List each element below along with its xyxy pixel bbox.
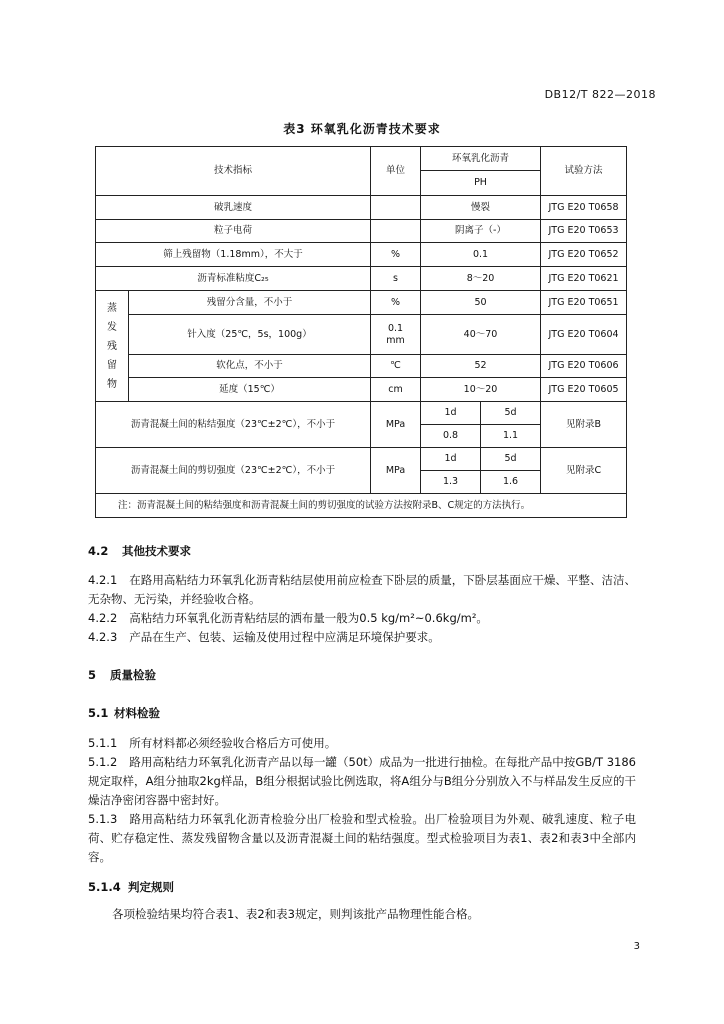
row-method: JTG E20 T0651	[541, 291, 627, 315]
section-5-1-4-heading	[88, 879, 174, 895]
row-unit: MPa	[371, 448, 421, 494]
row-value: 1.1	[481, 425, 541, 448]
clause-number: 5.1.2	[88, 755, 118, 769]
row-item: 残留分含量，不小于	[129, 291, 371, 315]
row-unit: %	[371, 291, 421, 315]
section-4-2-heading	[88, 543, 191, 559]
section-title: 判定规则	[128, 880, 174, 894]
group-label-char: 蒸	[107, 302, 117, 314]
row-value: 1.6	[481, 471, 541, 494]
row-unit-mm: mm	[386, 334, 405, 346]
row-day-label: 5d	[481, 448, 541, 471]
row-item: 延度（15℃）	[129, 378, 371, 402]
row-value: 8～20	[421, 267, 541, 291]
header-code: DB12/T 822—2018	[544, 88, 656, 101]
row-value: 0.1	[421, 243, 541, 267]
row-item: 针入度（25℃，5s，100g）	[129, 315, 371, 355]
row-value: 50	[421, 291, 541, 315]
paragraph-5-1-1	[88, 734, 636, 753]
row-unit-value: 0.1	[387, 322, 404, 334]
row-unit: MPa	[371, 402, 421, 448]
group-label-char: 留	[107, 359, 117, 371]
row-method: JTG E20 T0605	[541, 378, 627, 402]
spec-table	[95, 146, 627, 518]
header-item: 技术指标	[96, 147, 371, 196]
row-item: 筛上残留物（1.18mm），不大于	[96, 243, 371, 267]
table-note: 注：沥青混凝土间的粘结强度和沥青混凝土间的剪切强度的试验方法按附录B、C规定的方法执行。	[96, 494, 627, 518]
row-item: 沥青混凝土间的剪切强度（23℃±2℃），不小于	[96, 448, 371, 494]
row-method: JTG E20 T0606	[541, 355, 627, 378]
paragraph-4-2-1	[88, 571, 636, 609]
row-unit	[371, 196, 421, 220]
section-5-1-heading	[88, 705, 160, 721]
row-value: 40～70	[421, 315, 541, 355]
page-number: 3	[633, 941, 640, 952]
header-unit: 单位	[371, 147, 421, 196]
clause-text: 各项检验结果均符合表1、表2和表3规定，则判该批产品物理性能合格。	[112, 907, 479, 921]
clause-text: 所有材料都必须经验收合格后方可使用。	[129, 736, 337, 750]
row-day-label: 5d	[481, 402, 541, 425]
section-number: 4.2	[88, 544, 109, 558]
row-method: JTG E20 T0658	[541, 196, 627, 220]
row-unit: ℃	[371, 355, 421, 378]
clause-text: 高粘结力环氧乳化沥青粘结层的洒布量一般为0.5 kg/m²~0.6kg/m²。	[129, 611, 488, 625]
row-value: 10～20	[421, 378, 541, 402]
row-method: JTG E20 T0653	[541, 220, 627, 243]
clause-number: 4.2.2	[88, 611, 118, 625]
section-number: 5	[88, 668, 97, 682]
section-number: 5.1	[88, 706, 109, 720]
row-value: 1.3	[421, 471, 481, 494]
section-number: 5.1.4	[88, 880, 121, 894]
group-label-char: 物	[107, 378, 117, 390]
section-title: 材料检验	[114, 706, 160, 720]
group-label-char: 残	[107, 340, 117, 352]
row-method: JTG E20 T0604	[541, 315, 627, 355]
row-method: JTG E20 T0652	[541, 243, 627, 267]
header-spec-sub: PH	[421, 171, 541, 196]
row-unit	[371, 315, 421, 355]
header-spec: 环氧乳化沥青	[421, 147, 541, 171]
clause-number: 5.1.3	[88, 812, 118, 826]
group-label-char: 发	[107, 321, 117, 333]
clause-text: 路用高粘结力环氧乳化沥青产品以每一罐（50t）成品为一批进行抽检。在每批产品中按GB/T 3186规定取样，A组分抽取2kg样品，B组分根据试验比例选取，将A组分与B组分分别放入不与样品发生反应的干燥洁净密闭容器中密封好。	[88, 755, 636, 807]
paragraph-4-2-3	[88, 628, 636, 647]
row-method: JTG E20 T0621	[541, 267, 627, 291]
row-item: 沥青标准粘度C₂₅	[96, 267, 371, 291]
paragraph-4-2-2	[88, 609, 636, 628]
row-unit: %	[371, 243, 421, 267]
paragraph-5-1-4	[88, 905, 636, 924]
paragraph-5-1-3	[88, 810, 636, 867]
row-method: 见附录C	[541, 448, 627, 494]
row-unit	[371, 220, 421, 243]
paragraph-5-1-2	[88, 753, 636, 810]
clause-number: 4.2.3	[88, 630, 118, 644]
clause-text: 在路用高粘结力环氧乳化沥青粘结层使用前应检查下卧层的质量，下卧层基面应干燥、平整、洁洁、无杂物、无污染，并经验收合格。	[88, 573, 636, 606]
clause-text: 路用高粘结力环氧乳化沥青检验分出厂检验和型式检验。出厂检验项目为外观、破乳速度、粒子电荷、贮存稳定性、蒸发残留物含量以及沥青混凝土间的粘结强度。型式检验项目为表1、表2和表3中全部内容。	[88, 812, 636, 864]
row-value: 52	[421, 355, 541, 378]
row-day-label: 1d	[421, 402, 481, 425]
row-item: 破乳速度	[96, 196, 371, 220]
table-title: 表3 环氧乳化沥青技术要求	[283, 122, 441, 136]
header-method: 试验方法	[541, 147, 627, 196]
row-value: 阴离子（-）	[421, 220, 541, 243]
clause-number: 5.1.1	[88, 736, 118, 750]
section-5-heading	[88, 667, 156, 683]
row-item: 沥青混凝土间的粘结强度（23℃±2℃），不小于	[96, 402, 371, 448]
row-unit: cm	[371, 378, 421, 402]
group-label-evaporation-residue	[96, 291, 129, 402]
row-value: 慢裂	[421, 196, 541, 220]
row-unit: s	[371, 267, 421, 291]
clause-number: 4.2.1	[88, 573, 118, 587]
row-item: 粒子电荷	[96, 220, 371, 243]
row-item: 软化点，不小于	[129, 355, 371, 378]
clause-text: 产品在生产、包装、运输及使用过程中应满足环境保护要求。	[129, 630, 440, 644]
row-method: 见附录B	[541, 402, 627, 448]
section-title: 质量检验	[110, 668, 156, 682]
row-value: 0.8	[421, 425, 481, 448]
row-day-label: 1d	[421, 448, 481, 471]
section-title: 其他技术要求	[122, 544, 191, 558]
